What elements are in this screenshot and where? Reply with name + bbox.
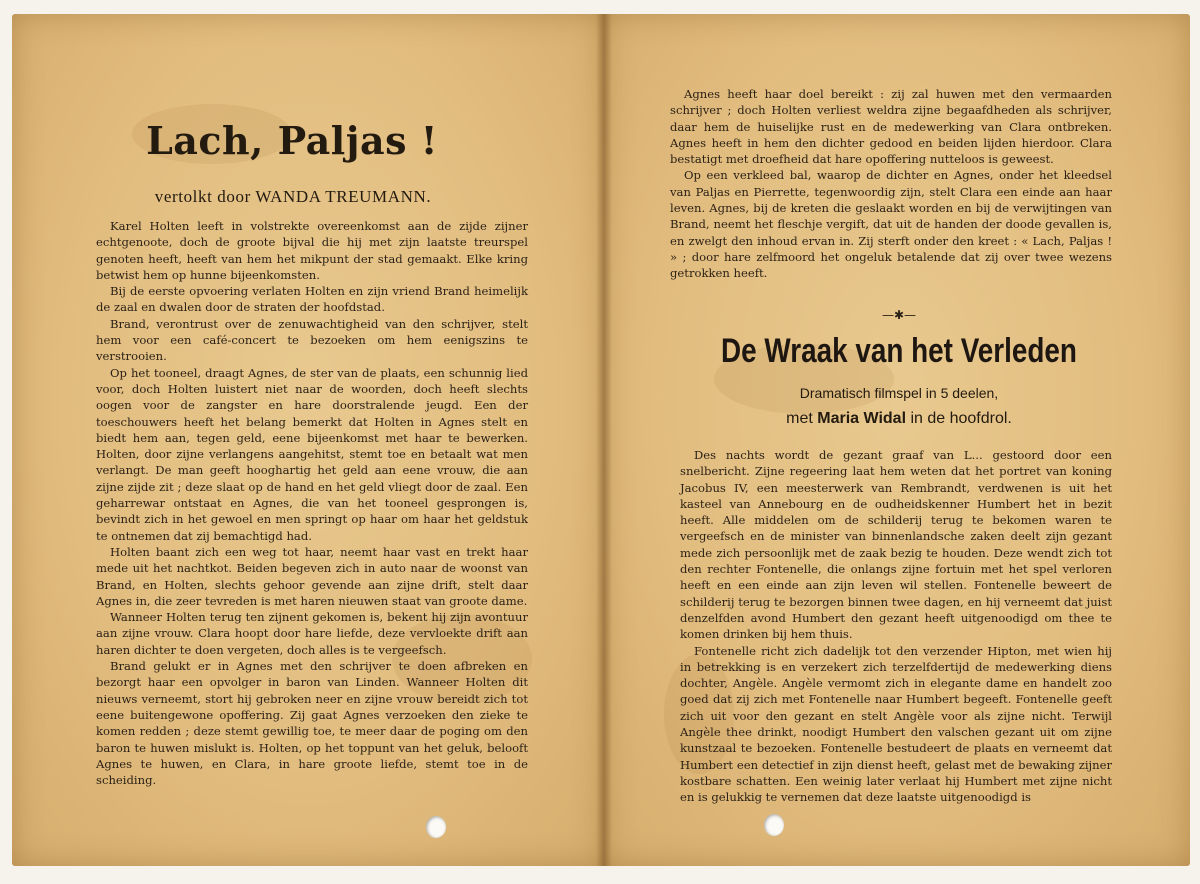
paragraph: Brand gelukt er in Agnes met den schrijver te doen afbreken en bezorgt haar een opvolger in baron van Linden. Wanneer Holten dit nieuws verneemt, stort hij gebroken neer en zijne vrouw bereidt zich tot eene buitengewone opoffering. Zij gaat Agnes verzoeken den zieke te komen redden ; deze stemt gewillig toe, te meer daar de poging om den baron te huwen mislukt is. Holten, op het toppunt van het geluk, belooft Agnes te huwen, en Clara, in hare groote liefde, stemt toe in de scheiding. xyxy=(96,659,528,788)
paragraph: Agnes heeft haar doel bereikt : zij zal huwen met den vermaarden schrijver ; doch Holten verliest weldra zijne begaafdheden als schrijver, daar hem de huiselijke rust en de medewerking van Clara ontbreken. Agnes heeft in hem den dichter gedood en beiden lijden hierdoor. Clara bestatigt met droefheid dat hare opoffering nutteloos is geweest. xyxy=(670,87,1112,167)
paragraph: Bij de eerste opvoering verlaten Holten en zijn vriend Brand heimelijk de zaal en dwalen door de straten der hoofdstad. xyxy=(96,284,528,315)
paragraph: Fontenelle richt zich dadelijk tot den verzender Hipton, met wien hij in betrekking is en verzekert zich terzelfdertijd de medewerking diens dochter, Angèle. Angèle vermomt zich in elegante dame en handelt zoo goed dat zij zich met Fontenelle naar Humbert begeeft. Fontenelle geeft zich uit voor den gezant en stelt Angèle voor als zijne nicht. Terwijl Angèle thee drinkt, noodigt Humbert den valschen gezant uit om zijne kunstzaal te bezoeken. Fontenelle bestudeert de plaats en verneemt dat Humbert een detectief in zijn dienst heeft, gelast met de bewaking zijner kostbare schatten. Een weinig later verlaat hij Humbert met zijne nicht en is gelukkig te vernemen dat deze laatste uitgenoodigd is xyxy=(680,643,1112,805)
left-article-credit: vertolkt door WANDA TREUMANN. xyxy=(154,187,432,206)
cast-suffix: in de hoofdrol. xyxy=(910,410,1012,427)
section-divider: —✱— xyxy=(881,308,917,322)
right-article-continuation xyxy=(670,86,1112,282)
paragraph: Op het tooneel, draagt Agnes, de ster van de plaats, een schunnig lied voor, doch Holten luistert niet naar de woorden, doch heeft slechts oogen voor de zangster en hare doorstralende jeugd. Een der toeschouwers heeft het belang bemerkt dat Holten in Agnes stelt en biedt hem aan, tegen geld, eene bijeenkomst met haar te bewerken. Holten, door zijne verlangens aangehitst, stemt toe en betaalt wat men verlangt. De man geeft hooghartig het geld aan eene vrouw, die aan zijne zijde zit ; deze slaat op de hand en het geld vliegt door de zaal. Een geharrewar ontstaat en Agnes, die van het tooneel gesprongen is, bevindt zich in het gewoel en men springt op haar om haar het geldstuk te ontnemen dat zij bemachtigd had. xyxy=(96,365,528,543)
paragraph: Des nachts wordt de gezant graaf van L... gestoord door een snelbericht. Zijne regeering laat hem weten dat het portret van koning Jacobus IV, een meesterwerk van Rembrandt, verdwenen is uit het kasteel van Annebourg en de oudheidskenner Humbert het in bezit heeft. Alle middelen om de schilderij terug te bekomen waren te vergeefsch en de minister van binnenlandsche zaken deelt zijn gezant mede zich persoonlijk met de zaak bezig te houden. Deze wendt zich tot den rechter Fontenelle, die onlangs zijne fortuin met het spel verloren heeft en een einde aan zijn leven wil stellen. Fontenelle beweert de schilderij terug te bezorgen binnen twee dagen, en hij verneemt dat juist denzelfden avond Humbert den gezant heeft uitgenoodigd om thee te komen drinken bij hem thuis. xyxy=(680,448,1112,642)
paragraph: Holten baant zich een weg tot haar, neemt haar vast en trekt haar mede uit het nachtkot. Beiden begeven zich in auto naar de woonst van Brand, en Holten, slechts gehoor gevende aan zijne drift, stelt daar Agnes in, die zeer tevreden is met haren nieuwen staat van groote dame. xyxy=(96,544,528,608)
right-article-subtitle: Dramatisch filmspel in 5 deelen, xyxy=(799,385,999,401)
right-page xyxy=(604,14,1190,866)
paragraph: Wanneer Holten terug ten zijnent gekomen is, bekent hij zijn avontuur aan zijne vrouw. Clara hoopt door hare liefde, deze vervloekte drift aan haren dichter te doen vergeten, doch alles is te vergeefsch. xyxy=(96,610,528,657)
right-article-body xyxy=(680,447,1112,806)
left-article-title: Lach, Paljas ! xyxy=(146,118,438,163)
left-article-body xyxy=(96,218,528,788)
punch-hole xyxy=(426,816,446,838)
page-gutter xyxy=(596,14,612,866)
punch-hole xyxy=(764,814,784,836)
cast-star-name: Maria Widal xyxy=(817,410,907,427)
paragraph: Karel Holten leeft in volstrekte overeenkomst aan de zijde zijner echtgenoote, doch de groote bijval die hij met zijn laatste treurspel genoten heeft, heeft van hem het mikpunt der stad gemaakt. Elke kring betwist hem op hunne bijeenkomsten. xyxy=(96,219,528,282)
cast-prefix: met xyxy=(786,410,813,427)
paragraph: Op een verkleed bal, waarop de dichter en Agnes, onder het kleedsel van Paljas en Pierrette, tegenwoordig zijn, stelt Clara een einde aan haar leven. Agnes, bij de kreten die geslaakt worden en bij de verwijtingen van Brand, neemt het fleschje vergift, dat uit de handen der doode gevallen is, en zwelgt den inhoud ervan in. Zij sterft onder den kreet : « Lach, Paljas ! » ; door hare zelfmoord het ongeluk betalende dat zij over twee wezens getrokken heeft. xyxy=(670,168,1112,281)
right-article-title: De Wraak van het Verleden xyxy=(721,332,1077,370)
left-page xyxy=(12,14,604,866)
paragraph: Brand, verontrust over de zenuwachtigheid van den schrijver, stelt hem voor een café-concert te bezoeken om hem eenigszins te verstrooien. xyxy=(96,316,528,364)
right-article-cast-line xyxy=(604,410,1190,428)
